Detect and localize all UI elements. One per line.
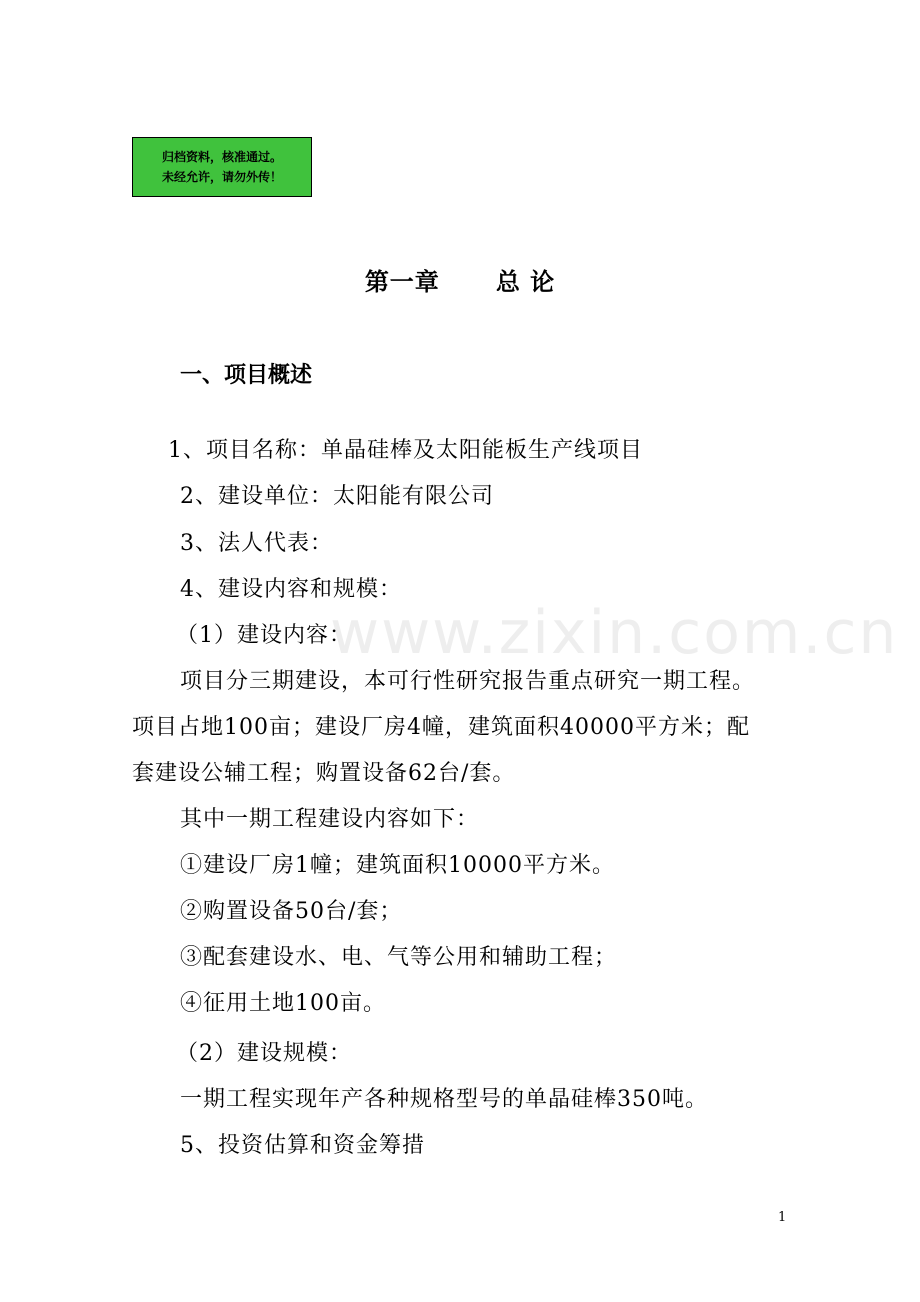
- list-item-3: ③配套建设水、电、气等公用和辅助工程；: [180, 945, 618, 970]
- section-heading: 一、项目概述: [180, 363, 313, 388]
- chapter-heading: [0, 262, 920, 297]
- text-line-phase-one: 其中一期工程建设内容如下：: [180, 807, 480, 832]
- stamp-line-2: 未经允许，请勿外传！: [161, 170, 282, 184]
- text-line-paragraph-1c: 套建设公辅工程；购置设备62台/套。: [132, 761, 516, 786]
- text-line-content-scale: 4、建设内容和规模：: [180, 577, 402, 602]
- text-line-project-name: 1、项目名称：单晶硅棒及太阳能板生产线项目: [168, 438, 643, 463]
- chapter-title: 总 论: [495, 268, 556, 296]
- chapter-number: 第一章: [364, 268, 440, 296]
- text-line-legal-rep: 3、法人代表：: [180, 531, 333, 556]
- text-line-capacity: 一期工程实现年产各种规格型号的单晶硅棒350吨。: [180, 1087, 708, 1112]
- text-line-build-scale: （2）建设规模：: [176, 1041, 352, 1066]
- watermark: www.zixin.com.cn: [330, 598, 899, 668]
- stamp-line-1: 归档资料，核准通过。: [161, 150, 282, 164]
- list-item-2: ②购置设备50台/套；: [180, 899, 403, 924]
- text-line-builder: 2、建设单位：太阳能有限公司: [180, 484, 494, 509]
- archive-stamp: [132, 137, 312, 197]
- text-line-paragraph-1a: 项目分三期建设，本可行性研究报告重点研究一期工程。: [180, 669, 756, 694]
- list-item-4: ④征用土地100亩。: [180, 991, 386, 1016]
- text-line-paragraph-1b: 项目占地100亩；建设厂房4幢，建筑面积40000平方米；配: [132, 715, 750, 740]
- list-item-1: ①建设厂房1幢；建筑面积10000平方米。: [180, 853, 615, 878]
- text-line-build-content: （1）建设内容：: [176, 623, 352, 648]
- text-line-investment: 5、投资估算和资金筹措: [180, 1133, 425, 1158]
- page-number: 1: [778, 1210, 787, 1225]
